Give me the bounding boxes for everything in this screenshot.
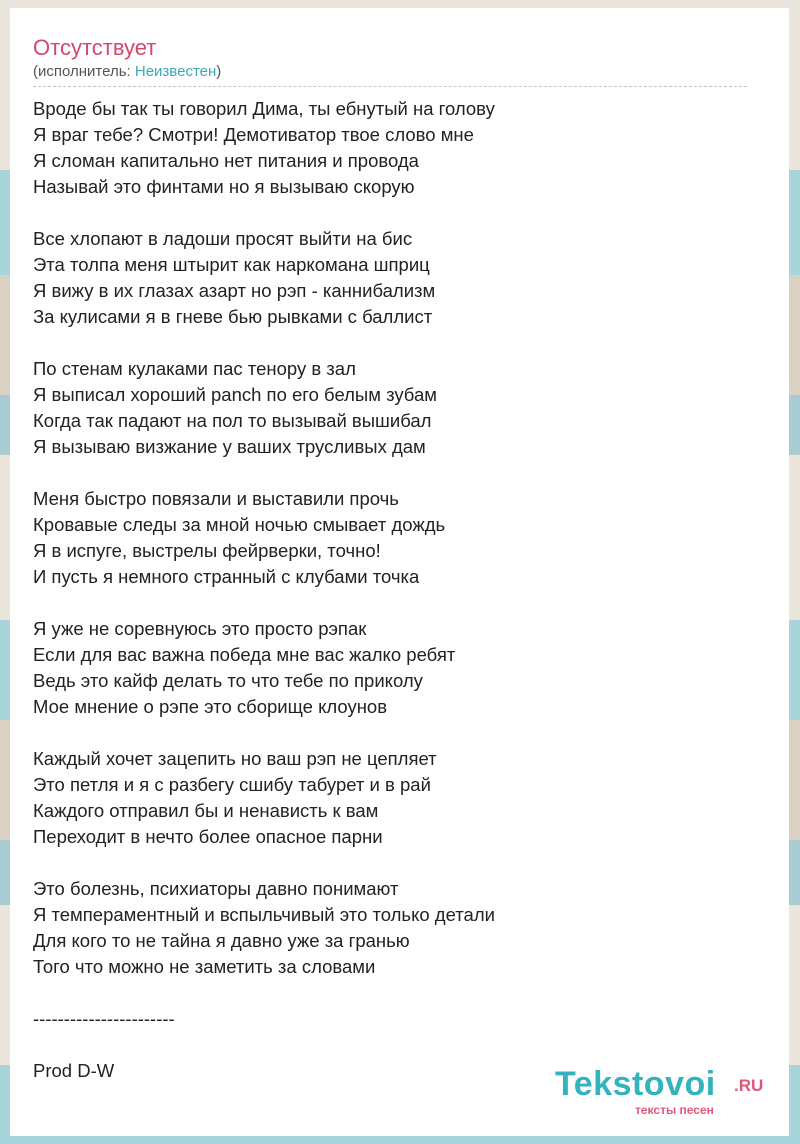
lyric-line: Я в испуге, выстрелы фейрверки, точно! [33, 540, 381, 561]
logo-subtitle: тексты песен [635, 1103, 714, 1117]
lyric-line: Это петля и я с разбегу сшибу табурет и в рай [33, 774, 431, 795]
artist-link[interactable]: Неизвестен [134, 63, 217, 80]
lyric-line: Я сломан капитально нет питания и провода [33, 150, 419, 171]
stanza-gap [33, 590, 753, 616]
lyric-line: Вроде бы так ты говорил Дима, ты ебнутый на голову [33, 98, 495, 119]
lyric-line: Называй это финтами но я вызываю скорую [33, 176, 415, 197]
lyric-line: ----------------------- [33, 1008, 175, 1029]
lyric-line: Кровавые следы за мной ночью смывает дождь [33, 514, 446, 535]
lyric-line: Это болезнь, психиаторы давно понимают [33, 878, 399, 899]
song-title: Отсутствует [33, 35, 157, 60]
lyric-line: По стенам кулаками пас тенору в зал [33, 358, 356, 379]
lyric-line: Когда так падают на пол то вызывай вышибал [33, 410, 432, 431]
lyric-line: Prod D-W [33, 1060, 115, 1081]
lyric-line: Для кого то не тайна я давно уже за гранью [33, 930, 410, 951]
artist-line [33, 62, 747, 87]
lyric-line: Я выписал хороший panch по его белым зубам [33, 384, 437, 405]
artist-suffix: ) [216, 63, 222, 80]
lyric-line: И пусть я немного странный с клубами точка [33, 566, 420, 587]
stanza-gap [33, 200, 753, 226]
stanza-gap [33, 720, 753, 746]
lyric-line: Каждого отправил бы и ненависть к вам [33, 800, 379, 821]
tekstovoi-logo[interactable] [555, 1064, 775, 1134]
stanza-gap [33, 1032, 753, 1058]
lyric-line: За кулисами я в гневе бью рывками с баллист [33, 306, 433, 327]
lyric-line: Я вызываю визжание у ваших трусливых дам [33, 436, 426, 457]
stanza-gap [33, 980, 753, 1006]
lyric-line: Я уже не соревнуюсь это просто рэпак [33, 618, 367, 639]
song-header [33, 34, 747, 87]
lyric-line: Того что можно не заметить за словами [33, 956, 376, 977]
lyric-line: Я враг тебе? Смотри! Демотиватор твое слово мне [33, 124, 474, 145]
lyric-line: Переходит в нечто более опасное парни [33, 826, 383, 847]
lyric-line: Если для вас важна победа мне вас жалко ребят [33, 644, 456, 665]
lyric-line: Я вижу в их глазах азарт но рэп - каннибализм [33, 280, 436, 301]
stanza-gap [33, 460, 753, 486]
logo-word: Tekstovoi [555, 1065, 716, 1103]
logo-tld: .RU [734, 1076, 764, 1095]
lyric-line: Все хлопают в ладоши просят выйти на бис [33, 228, 413, 249]
lyric-line: Ведь это кайф делать то что тебе по приколу [33, 670, 423, 691]
lyric-line: Эта толпа меня штырит как наркомана шприц [33, 254, 430, 275]
lyric-line: Мое мнение о рэпе это сборище клоунов [33, 696, 388, 717]
lyrics-text [33, 96, 753, 1084]
stanza-gap [33, 330, 753, 356]
lyric-line: Меня быстро повязали и выставили прочь [33, 488, 399, 509]
stanza-gap [33, 850, 753, 876]
lyric-line: Я темпераментный и вспыльчивый это только детали [33, 904, 495, 925]
artist-prefix: (исполнитель: [33, 63, 135, 80]
lyric-line: Каждый хочет зацепить но ваш рэп не цепляет [33, 748, 437, 769]
